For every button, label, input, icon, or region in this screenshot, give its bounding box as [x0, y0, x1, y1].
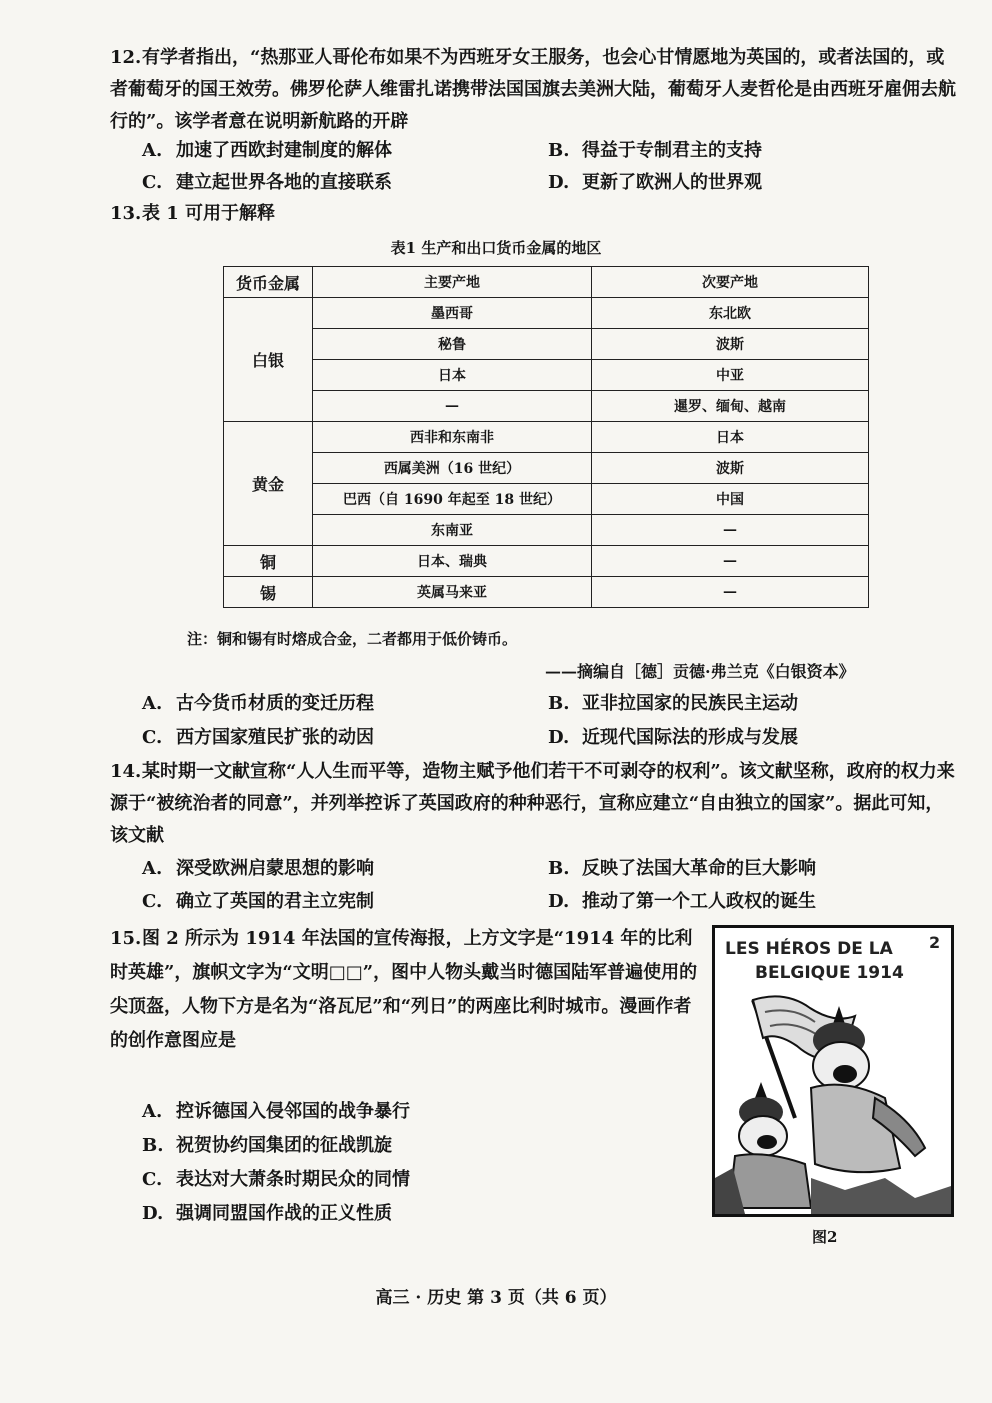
metal-cell: 黄金: [224, 422, 313, 546]
option-text: 近现代国际法的形成与发展: [582, 727, 798, 748]
table-row: [224, 577, 869, 608]
question-stem: 有学者指出，“热那亚人哥伦布如果不为西班牙女王服务，也会心甘情愿地为英国的，或者法国的，或者葡萄牙的国王效劳。佛罗伦萨人维雷扎诺携带法国国旗去美洲大陆，葡萄牙人麦哲伦是由西班牙雇佣去航行的”。该学者意在说明新航路的开辟: [110, 47, 956, 132]
option-text: 反映了法国大革命的巨大影响: [582, 858, 816, 879]
q12-option-d[interactable]: [548, 168, 762, 198]
q14-option-a[interactable]: [142, 854, 374, 884]
page-footer: 高三 · 历史 第 3 页（共 6 页）: [375, 1288, 617, 1308]
option-letter: C.: [142, 727, 163, 748]
option-text: 确立了英国的君主立宪制: [176, 891, 374, 912]
table-cell: 日本: [592, 422, 869, 453]
table-note: 注：铜和锡有时熔成合金，二者都用于低价铸币。: [187, 630, 518, 648]
table-row: [224, 329, 869, 360]
option-text: 祝贺协约国集团的征战凯旋: [176, 1135, 392, 1156]
propaganda-poster-figure: [712, 925, 954, 1217]
table-cell: —: [592, 577, 869, 608]
ruins-ground: [811, 1178, 951, 1214]
option-letter: B.: [548, 858, 570, 879]
metal-cell: 白银: [224, 298, 313, 422]
table-cell: 秘鲁: [313, 329, 592, 360]
table-cell: 波斯: [592, 453, 869, 484]
option-letter: B.: [548, 140, 570, 161]
q14-option-d[interactable]: [548, 887, 816, 917]
table-cell: 日本、瑞典: [313, 546, 592, 577]
option-letter: A.: [142, 693, 163, 714]
table-cell: 西属美洲（16 世纪）: [313, 453, 592, 484]
question-stem: 表 1 可用于解释: [142, 203, 276, 224]
question-number: 14.: [110, 761, 142, 782]
table-cell: 巴西（自 1690 年起至 18 世纪）: [313, 484, 592, 515]
table-cell: 东北欧: [592, 298, 869, 329]
poster-illustration: [715, 928, 951, 1214]
header-cell: 主要产地: [313, 267, 592, 298]
table-row: [224, 484, 869, 515]
option-text: 表达对大萧条时期民众的同情: [176, 1169, 410, 1190]
q13-option-c[interactable]: [142, 723, 374, 753]
table-header-row: [224, 267, 869, 298]
option-letter: C.: [142, 891, 163, 912]
q15-option-c[interactable]: [142, 1165, 410, 1195]
option-letter: D.: [548, 172, 570, 193]
table-cell: 波斯: [592, 329, 869, 360]
option-letter: B.: [142, 1135, 164, 1156]
table-cell: 暹罗、缅甸、越南: [592, 391, 869, 422]
table-cell: 日本: [313, 360, 592, 391]
option-text: 古今货币材质的变迁历程: [176, 693, 374, 714]
source-citation: ——摘编自［德］贡德·弗兰克《白银资本》: [545, 662, 855, 681]
table-title: 表1 生产和出口货币金属的地区: [390, 239, 602, 257]
header-cell: 货币金属: [224, 267, 313, 298]
table-cell: 墨西哥: [313, 298, 592, 329]
table-row: [224, 391, 869, 422]
helmet-spike-main: [833, 1006, 845, 1024]
option-letter: A.: [142, 1101, 163, 1122]
option-letter: C.: [142, 1169, 163, 1190]
option-letter: A.: [142, 140, 163, 161]
table-cell: —: [592, 515, 869, 546]
option-text: 控诉德国入侵邻国的战争暴行: [176, 1101, 410, 1122]
mouth-main: [833, 1065, 857, 1083]
table-cell: 中国: [592, 484, 869, 515]
q14-option-c[interactable]: [142, 887, 374, 917]
option-text: 更新了欧洲人的世界观: [582, 172, 762, 193]
table-row: [224, 546, 869, 577]
table-row: [224, 422, 869, 453]
option-text: 亚非拉国家的民族民主运动: [582, 693, 798, 714]
question-14: [110, 756, 960, 852]
option-text: 强调同盟国作战的正义性质: [176, 1203, 392, 1224]
q13-option-b[interactable]: [548, 689, 798, 719]
table-cell: 英属马来亚: [313, 577, 592, 608]
option-text: 推动了第一个工人政权的诞生: [582, 891, 816, 912]
metal-cell: 锡: [224, 577, 313, 608]
question-stem: 图 2 所示为 1914 年法国的宣传海报，上方文字是“1914 年的比利时英雄”，旗帜文字为“文明□□”，图中人物头戴当时德国陆军普遍使用的尖顶盔，人物下方是名为“洛瓦尼”和“列日”的两座比利时城市。漫画作者的创作意图应是: [110, 928, 698, 1051]
figure-caption: 图2: [812, 1228, 838, 1246]
question-stem: 某时期一文献宣称“人人生而平等，造物主赋予他们若干不可剥夺的权利”。该文献坚称，政府的权力来源于“被统治者的同意”，并列举控诉了英国政府的种种恶行，宣称应建立“自由独立的国家”。据此可知，该文献: [110, 761, 955, 846]
mouth-second: [757, 1135, 777, 1149]
option-text: 深受欧洲启蒙思想的影响: [176, 858, 374, 879]
question-number: 15.: [110, 928, 142, 949]
option-text: 得益于专制君主的支持: [582, 140, 762, 161]
question-number: 13.: [110, 203, 142, 224]
q13-option-d[interactable]: [548, 723, 798, 753]
q15-option-b[interactable]: [142, 1131, 392, 1161]
q12-option-b[interactable]: [548, 136, 762, 166]
option-text: 建立起世界各地的直接联系: [176, 172, 392, 193]
q15-option-d[interactable]: [142, 1199, 392, 1229]
poster-title-line1: LES HÉROS DE LA: [725, 939, 893, 959]
question-15: [110, 922, 700, 1058]
option-letter: D.: [142, 1203, 164, 1224]
question-12: [110, 42, 960, 138]
q15-option-a[interactable]: [142, 1097, 410, 1127]
table-row: [224, 298, 869, 329]
option-text: 西方国家殖民扩张的动因: [176, 727, 374, 748]
q13-option-a[interactable]: [142, 689, 374, 719]
helmet-spike-second: [755, 1082, 767, 1098]
option-text: 加速了西欧封建制度的解体: [176, 140, 392, 161]
table-row: [224, 360, 869, 391]
currency-metal-table: [223, 266, 869, 608]
header-cell: 次要产地: [592, 267, 869, 298]
question-13: [110, 198, 960, 230]
table-cell: 东南亚: [313, 515, 592, 546]
option-letter: C.: [142, 172, 163, 193]
table-cell: —: [313, 391, 592, 422]
question-number: 12.: [110, 47, 142, 68]
q14-option-b[interactable]: [548, 854, 816, 884]
poster-title-line2: BELGIQUE 1914: [755, 963, 904, 983]
option-letter: A.: [142, 858, 163, 879]
q12-option-c[interactable]: [142, 168, 392, 198]
q12-option-a[interactable]: [142, 136, 392, 166]
metal-cell: 铜: [224, 546, 313, 577]
option-letter: B.: [548, 693, 570, 714]
option-letter: D.: [548, 891, 570, 912]
table-cell: 中亚: [592, 360, 869, 391]
table-row: [224, 515, 869, 546]
table-cell: 西非和东南非: [313, 422, 592, 453]
poster-corner-number: 2: [929, 933, 941, 952]
table-cell: —: [592, 546, 869, 577]
table-row: [224, 453, 869, 484]
option-letter: D.: [548, 727, 570, 748]
